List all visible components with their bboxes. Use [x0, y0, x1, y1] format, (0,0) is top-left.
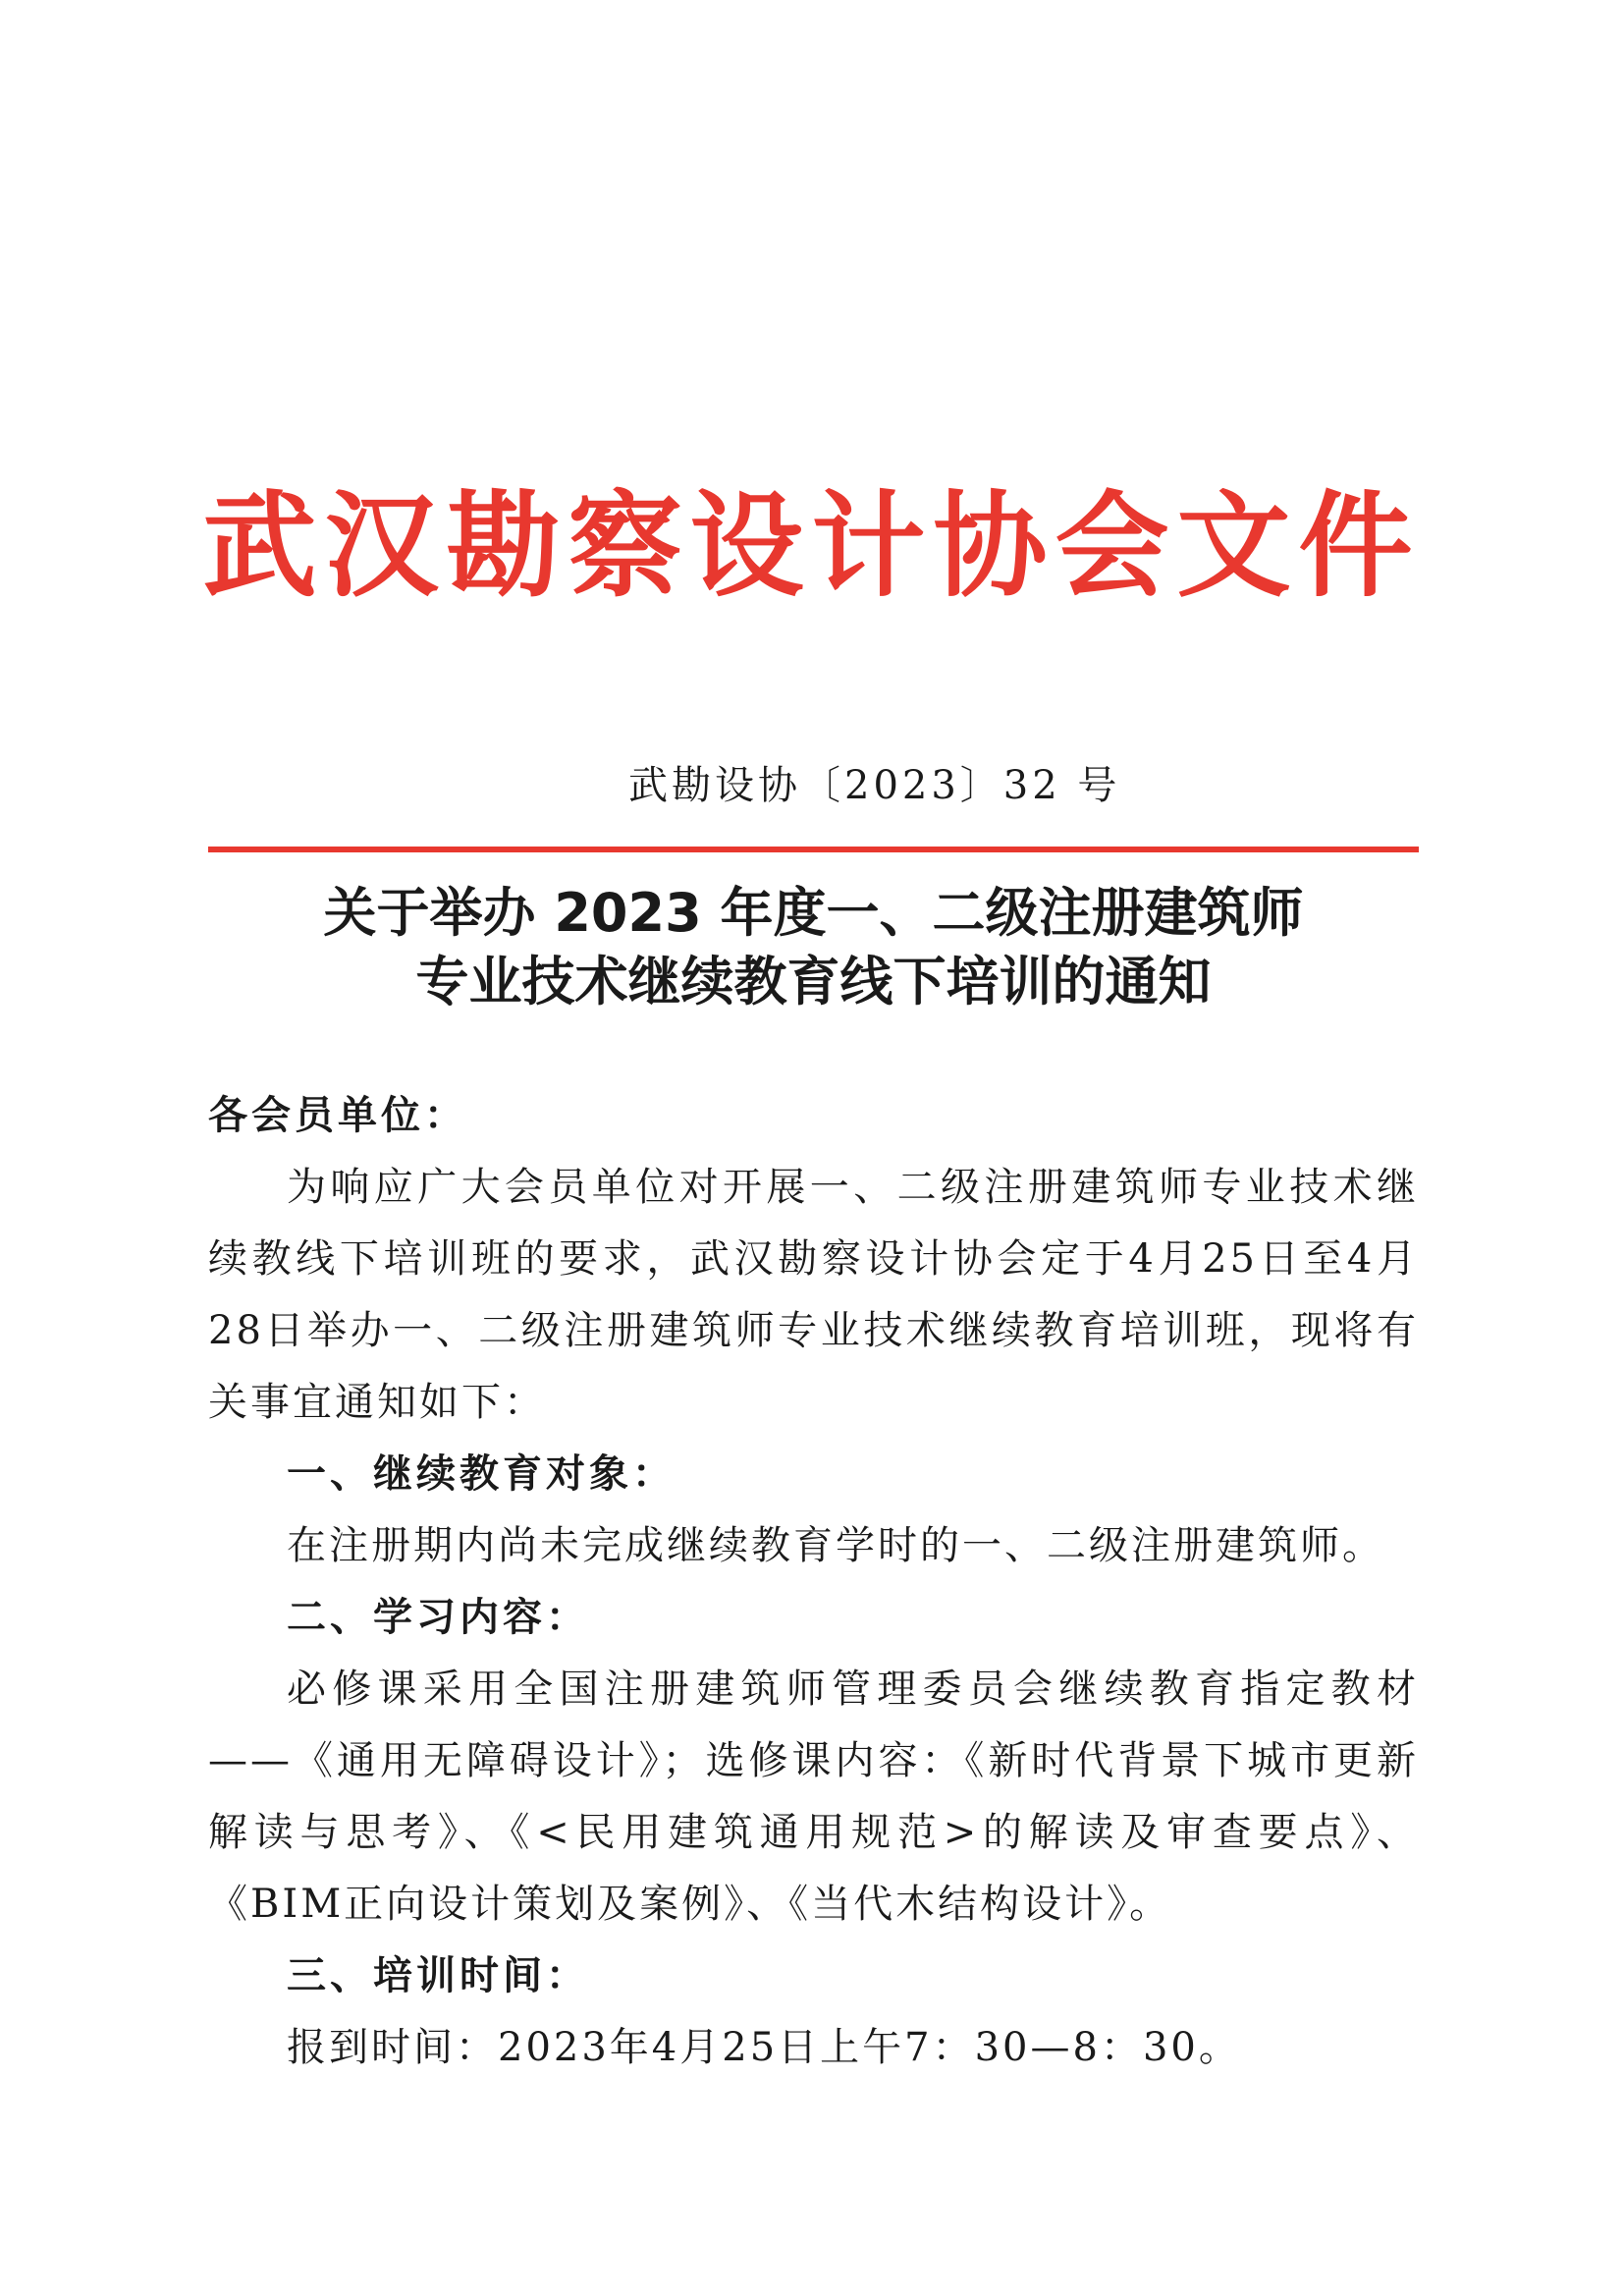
- salutation: 各会员单位：: [208, 1093, 467, 1138]
- intro-paragraph: 为响应广大会员单位对开展一、二级注册建筑师专业技术继续教线下培训班的要求，武汉勘察设计协会定于4月25日至4月28日举办一、二级注册建筑师专业技术继续教育培训班，现将有关事宜通知如下：: [208, 1165, 1419, 1425]
- organization-header: 武汉勘察设计协会文件: [202, 479, 1421, 613]
- red-divider-line: [208, 847, 1419, 852]
- section-2-text: 必修课采用全国注册建筑师管理委员会继续教育指定教材——《通用无障碍设计》；选修课内容：《新时代背景下城市更新解读与思考》、《<民用建筑通用规范>的解读及审查要点》、《BIM正向设计策划及案例》、《当代木结构设计》。: [208, 1667, 1419, 1927]
- notice-title-line-2: 专业技术继续教育线下培训的通知: [415, 951, 1212, 1012]
- section-3-text: 报到时间：2023年4月25日上午7：30—8：30。: [287, 2025, 1241, 2070]
- section-1-heading: 一、继续教育对象：: [287, 1451, 676, 1497]
- section-1-text: 在注册期内尚未完成继续教育学时的一、二级注册建筑师。: [287, 1523, 1384, 1568]
- section-2-heading: 二、学习内容：: [287, 1595, 589, 1640]
- document-number: 武勘设协〔2023〕32 号: [628, 763, 1121, 808]
- notice-body: [208, 1080, 1419, 2084]
- section-3-heading: 三、培训时间：: [287, 1953, 589, 1998]
- notice-title: [208, 879, 1419, 1016]
- notice-title-line-1: 关于举办 2023 年度一、二级注册建筑师: [323, 882, 1304, 944]
